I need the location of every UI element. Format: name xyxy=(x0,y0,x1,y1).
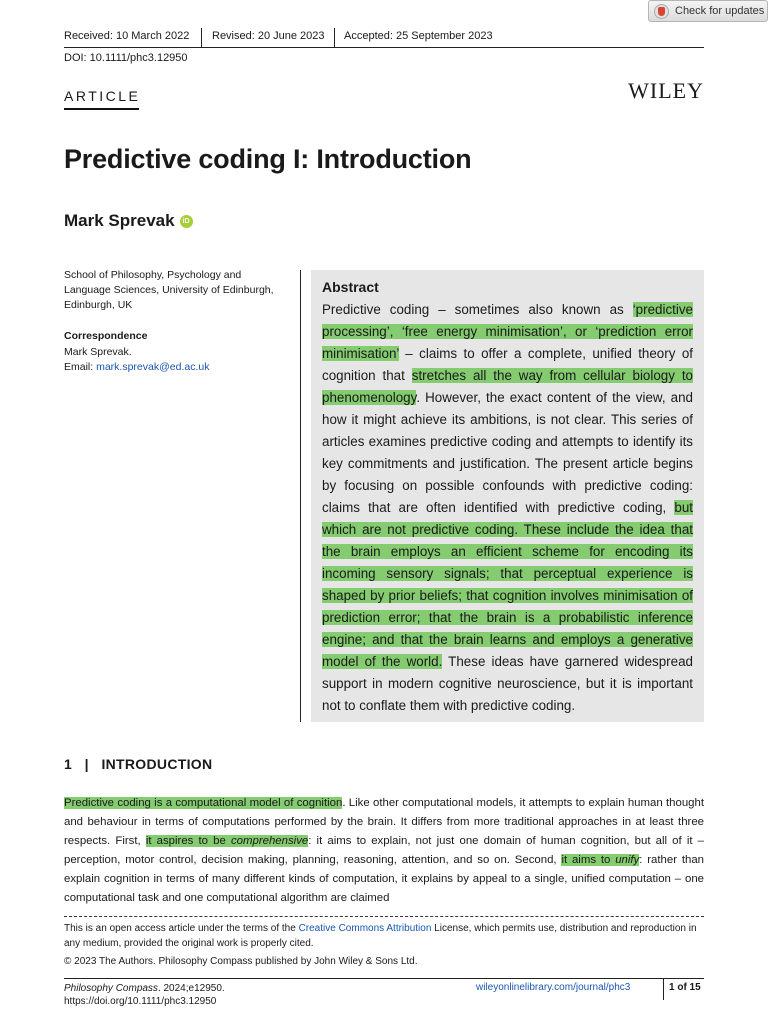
affiliation-line: Language Sciences, University of Edinburgh, xyxy=(64,284,274,296)
section-heading: 1 | INTRODUCTION xyxy=(64,756,213,772)
abstract-highlight[interactable]: ‘predictive processing’, ‘free energy minimisation’, or ‘prediction error minimisation’ xyxy=(322,302,693,361)
date-divider xyxy=(334,28,335,47)
body-highlight-emphasis: unify xyxy=(615,854,640,866)
license-link[interactable]: Creative Commons Attribution xyxy=(298,923,432,934)
body-text-segment: : it aims to explain, not just one domain of human cognition, but all of it – perception, motor control, decision making, planning, reasoning, attention, and so on. Second, xyxy=(64,835,704,866)
body-text-segment: : rather than explain cognition in terms of many different kinds of computation, it explains by appeal to a single, unified computation – one computational task and one computational algorithm are claimed xyxy=(64,854,704,904)
body-highlight[interactable]: Predictive coding is a computational model of cognition xyxy=(64,797,343,809)
received-date: Received: 10 March 2022 xyxy=(64,30,190,42)
affiliation-line: School of Philosophy, Psychology and xyxy=(64,269,242,281)
column-divider xyxy=(300,270,301,722)
footnote-divider xyxy=(64,916,704,917)
article-type-label: ARTICLE xyxy=(64,88,141,104)
license-notice xyxy=(64,921,704,951)
affiliation-line: Edinburgh, UK xyxy=(64,299,133,311)
body-highlight-text: it aspires to be xyxy=(145,835,231,847)
license-prefix: This is an open access article under the terms of the xyxy=(64,923,299,934)
body-highlight[interactable] xyxy=(146,835,308,847)
abstract-text-segment: Predictive coding – sometimes also known as xyxy=(322,302,633,317)
abstract-text-segment: . However, the exact content of the view, and how it might achieve its ambitions, is not clear. This series of articles examines predictive coding and attempts to identify its key commitments and justification. The present article begins by focusing on possible confounds with predictive coding: claims that are often identified with predictive coding, xyxy=(322,390,693,515)
body-highlight-text: it aims to xyxy=(561,854,616,866)
article-type-underline xyxy=(64,108,139,110)
journal-info: . 2024;e12950. xyxy=(157,983,225,994)
correspondence-name: Mark Sprevak. xyxy=(64,346,132,358)
correspondence-email xyxy=(64,361,209,373)
journal-url-link[interactable]: wileyonlinelibrary.com/journal/phc3 xyxy=(476,982,631,993)
body-highlight-emphasis: comprehensive xyxy=(230,835,309,847)
check-for-updates-button[interactable] xyxy=(648,0,768,22)
journal-doi[interactable]: https://doi.org/10.1111/phc3.12950 xyxy=(64,996,217,1007)
date-divider xyxy=(201,28,202,47)
email-link[interactable]: mark.sprevak@ed.ac.uk xyxy=(96,361,210,373)
author-name[interactable]: Mark Sprevak xyxy=(64,211,175,230)
abstract-highlight[interactable]: but which are not predictive coding. These include the idea that the brain employs an efficient scheme for encoding its incoming sensory signals; that perceptual experience is shaped by prior beliefs; that cognition involves minimisation of prediction error; that the brain is a probabilistic inference engine; and that the brain learns and employs a generative model of the world. xyxy=(322,500,693,669)
page-number: 1 of 15 xyxy=(669,982,701,993)
abstract-highlight[interactable]: stretches all the way from cellular biology to phenomenology xyxy=(322,368,694,405)
revised-date: Revised: 20 June 2023 xyxy=(212,30,325,42)
check-for-updates-label: Check for updates xyxy=(675,5,765,17)
copyright-notice: © 2023 The Authors. Philosophy Compass published by John Wiley & Sons Ltd. xyxy=(64,956,418,967)
page-divider xyxy=(663,979,664,1000)
author xyxy=(64,211,193,231)
body-text-segment: . Like other computational models, it attempts to explain human thought and behaviour in terms of computations performed by the brain. It differs from more traditional approaches in at least three respects. First, xyxy=(64,797,704,847)
footer-rule xyxy=(64,978,704,979)
abstract-text-segment: These ideas have garnered widespread support in modern cognitive neuroscience, but it is important not to conflate them with predictive coding. xyxy=(322,654,693,713)
article-dates xyxy=(64,28,704,48)
body-paragraph xyxy=(64,794,704,910)
license-suffix: License, which permits use, distribution and reproduction in any medium, provided the original work is properly cited. xyxy=(64,923,697,949)
header-rule xyxy=(64,47,704,48)
abstract-text-segment: – claims to offer a complete, unified theory of cognition that xyxy=(322,346,693,383)
orcid-icon[interactable]: iD xyxy=(180,215,193,228)
publisher-logo[interactable]: WILEY xyxy=(628,78,704,103)
email-label: Email: xyxy=(64,361,97,373)
abstract-text xyxy=(322,299,693,717)
accepted-date: Accepted: 25 September 2023 xyxy=(344,30,493,42)
body-highlight[interactable] xyxy=(561,854,639,866)
paper-title: Predictive coding I: Introduction xyxy=(64,144,472,174)
journal-citation xyxy=(64,982,225,1008)
journal-name: Philosophy Compass xyxy=(64,983,158,994)
doi[interactable]: DOI: 10.1111/phc3.12950 xyxy=(64,52,188,64)
affiliation xyxy=(64,268,289,313)
crossmark-icon xyxy=(654,4,669,19)
correspondence-heading: Correspondence xyxy=(64,330,148,342)
abstract-heading: Abstract xyxy=(322,279,379,295)
